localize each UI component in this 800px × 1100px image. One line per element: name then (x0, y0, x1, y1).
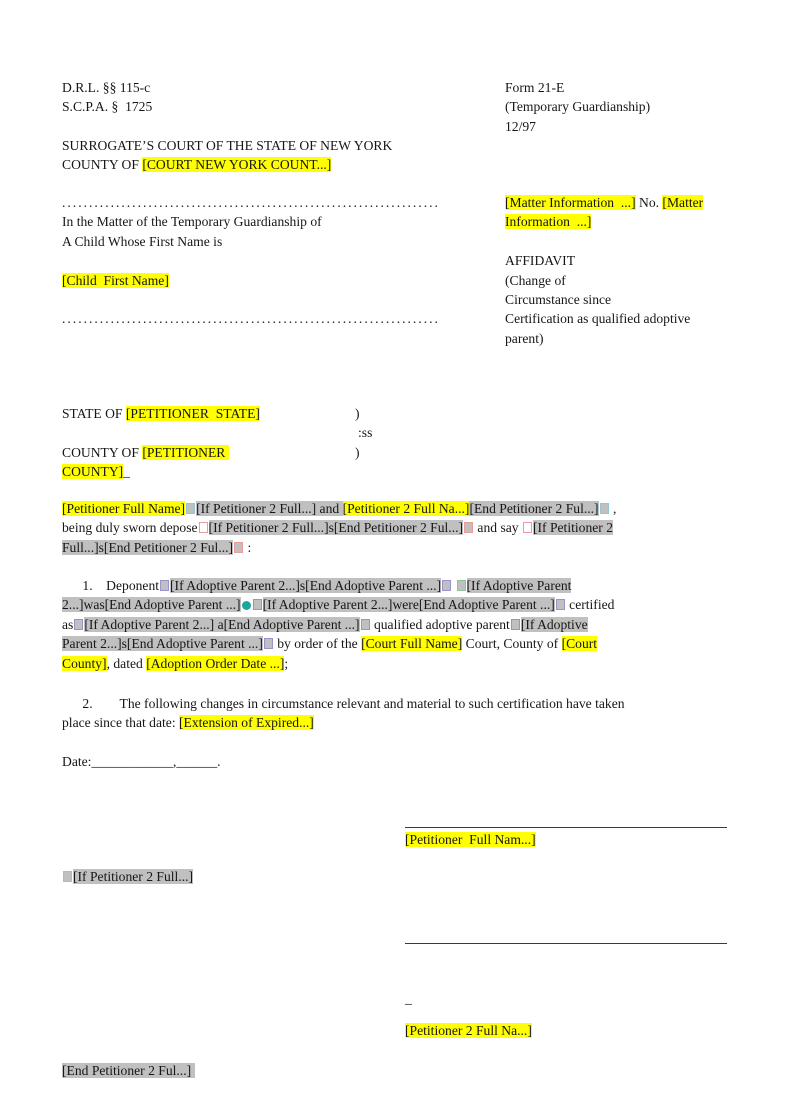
text-run: (Change of (505, 272, 566, 288)
cond-adoptive-parent2[interactable]: [If Adoptive Parent 2...]s[End Adoptive Parent ...] (170, 578, 442, 593)
text-line (505, 78, 750, 97)
text-run: 1. Deponent (62, 578, 160, 593)
text-run: Circumstance since (505, 292, 612, 308)
text-run: SURROGATE’S COURT OF THE STATE OF NEW YORK (62, 138, 393, 153)
text-run: In the Matter of the Temporary Guardianship of (62, 214, 322, 230)
cond-end-petitioner2[interactable]: Full...]s[End Petitioner 2 Ful...] (62, 539, 234, 555)
page-header (62, 78, 750, 136)
text-line (62, 78, 505, 97)
text-line (62, 713, 625, 732)
text-line (62, 193, 505, 212)
text-run: being duly sworn depose (62, 520, 198, 536)
field-court-full-name[interactable]: [Court Full Name] (361, 636, 463, 652)
text-line (62, 576, 614, 595)
text-run: place since that date: (62, 715, 180, 731)
text-run: , dated (106, 655, 147, 671)
record-dot-icon[interactable] (242, 601, 251, 610)
form-identifier (505, 78, 750, 136)
text-run: _ (123, 464, 130, 480)
conditional-square-icon[interactable] (253, 599, 262, 610)
text-line (505, 193, 750, 212)
signature-label-2 (405, 1021, 800, 1040)
text-run: _ (405, 990, 412, 1006)
text-run: STATE OF (62, 406, 126, 421)
conditional-square-icon[interactable] (186, 503, 195, 514)
text-line (62, 462, 562, 481)
text-line (62, 538, 616, 557)
sworn-clause (62, 499, 616, 557)
text-line (62, 443, 562, 462)
field-matter-information-2[interactable]: [Matter (662, 195, 704, 210)
signature-rule-1 (405, 827, 727, 828)
cond-adoptive-parent2[interactable]: [If Adoptive Parent 2...] a[End Adoptive Parent ...] (84, 616, 360, 632)
cond-if-petitioner2[interactable]: [If Petitioner 2 Full...] (73, 869, 194, 885)
cond-adoptive-parent2[interactable]: [If Adoptive Parent 2...]were[End Adoptive Parent ...] (262, 597, 555, 613)
conditional-square-icon[interactable] (523, 522, 532, 533)
text-line (62, 752, 221, 771)
text-run: 2. The following changes in circumstance relevant and material to such certification have taken (62, 696, 625, 711)
text-run: COUNTY OF (62, 157, 143, 173)
cond-if-petitioner2[interactable]: [If Petitioner 2 (532, 520, 614, 536)
signature-2-condition (62, 1061, 800, 1080)
cond-end-petitioner2[interactable]: [End Petitioner 2 Ful...] (469, 501, 599, 516)
text-run: ) (355, 444, 360, 460)
cond-petitioner2[interactable]: [If Petitioner 2 Full...]s[End Petitioner 2 Ful...] (208, 520, 464, 536)
text-line (62, 329, 505, 348)
text-run: COUNTY OF (62, 444, 143, 460)
field-matter-information-2[interactable]: Information ...] (505, 214, 592, 230)
signature-1-condition (62, 867, 800, 886)
caption-matter (62, 193, 505, 348)
field-court-county[interactable]: County] (62, 655, 107, 671)
text-line (505, 309, 750, 328)
text-run (452, 578, 455, 593)
text-line (62, 232, 505, 251)
text-line (505, 271, 750, 290)
field-court-county[interactable]: [Court (561, 636, 598, 652)
cond-end-adoptive-parent[interactable]: Parent 2...]s[End Adoptive Parent ...] (62, 636, 263, 652)
date-line[interactable] (62, 752, 221, 771)
text-line (505, 97, 750, 116)
text-line (62, 212, 505, 231)
conditional-square-icon[interactable] (361, 619, 370, 630)
venue-block (62, 404, 562, 482)
text-run: Certification as qualified adoptive (505, 311, 691, 327)
caption-dotted-rule: ...................................................................... (62, 311, 440, 327)
caption-affidavit-title (505, 193, 750, 348)
paragraph-1 (62, 576, 614, 673)
text-line (62, 97, 505, 116)
cond-if-adoptive-parent2[interactable]: [If Adoptive (520, 616, 588, 632)
text-run: as (62, 616, 74, 632)
text-run: Date:____________,______. (62, 754, 221, 769)
field-petitioner2-full-name-signature[interactable]: [Petitioner 2 Full Na...] (405, 1023, 532, 1039)
text-run: No. (635, 195, 663, 210)
statute-references (62, 78, 505, 136)
text-line (505, 232, 750, 251)
text-line (62, 694, 625, 713)
field-petitioner-full-name[interactable]: [Petitioner Full Name] (62, 501, 186, 516)
conditional-square-icon[interactable] (199, 522, 208, 533)
cond-if-adoptive-parent2[interactable]: [If Adoptive Parent (466, 578, 572, 593)
text-run: , (609, 501, 617, 516)
text-run: 12/97 (505, 118, 536, 134)
court-title (62, 136, 392, 175)
text-run: Form 21-E (505, 80, 565, 95)
paragraph-2 (62, 694, 625, 733)
text-run: ) (355, 406, 360, 421)
text-line (62, 155, 392, 174)
text-line (62, 404, 562, 423)
text-run: Court, County of (462, 636, 562, 652)
cond-if-petitioner2[interactable]: [If Petitioner 2 Full...] and (196, 501, 343, 516)
text-line (62, 251, 505, 270)
text-line (62, 290, 505, 309)
text-line (505, 251, 750, 270)
text-line (62, 654, 614, 673)
text-line (62, 423, 562, 442)
field-petitioner2-full-name[interactable]: [Petitioner 2 Full Na...] (342, 501, 470, 516)
field-court-new-york-county[interactable]: [COURT NEW YORK COUNT...] (142, 157, 332, 173)
conditional-square-icon[interactable] (457, 580, 466, 591)
text-line (505, 117, 750, 136)
field-matter-information[interactable]: [Matter Information ...] (505, 195, 636, 210)
conditional-square-icon[interactable] (160, 580, 169, 591)
text-line (62, 136, 392, 155)
conditional-square-icon[interactable] (600, 503, 609, 514)
text-line (62, 634, 614, 653)
text-run: qualified adoptive parent (370, 616, 510, 632)
text-run: :ss (358, 425, 373, 441)
field-petitioner-state[interactable]: [PETITIONER STATE] (125, 406, 260, 421)
caption (62, 193, 750, 348)
conditional-square-icon[interactable] (63, 871, 72, 882)
text-run: AFFIDAVIT (505, 253, 575, 269)
text-line (505, 212, 750, 231)
text-run: certified (565, 597, 615, 613)
signature-rule-2 (405, 943, 727, 944)
text-line (62, 518, 616, 537)
field-petitioner-county[interactable]: [PETITIONER (142, 444, 229, 460)
text-run: ; (284, 655, 289, 671)
text-line (62, 499, 616, 518)
text-run: by order of the (273, 636, 362, 652)
text-line (62, 271, 505, 290)
text-run: and say (474, 520, 522, 536)
conditional-square-icon[interactable] (556, 599, 565, 610)
conditional-square-icon[interactable] (234, 542, 243, 553)
text-line (62, 595, 614, 614)
caption-dotted-rule: ...................................................................... (62, 195, 440, 210)
signature-2-stray-mark (405, 989, 800, 1008)
conditional-square-icon[interactable] (264, 638, 273, 649)
text-line (62, 615, 614, 634)
conditional-square-icon[interactable] (442, 580, 451, 591)
field-adoption-order-date[interactable]: [Adoption Order Date ...] (146, 655, 285, 671)
field-petitioner-county[interactable]: COUNTY] (62, 464, 124, 480)
text-run: D.R.L. §§ 115-c (62, 80, 151, 95)
field-child-first-name[interactable]: [Child First Name] (62, 272, 169, 288)
text-line (505, 290, 750, 309)
text-line (62, 309, 505, 328)
field-petitioner-full-name-signature[interactable]: [Petitioner Full Nam...] (405, 832, 536, 847)
cond-end-adoptive-parent[interactable]: 2...]was[End Adoptive Parent ...] (62, 597, 241, 613)
text-line (505, 329, 750, 348)
field-extension-of-expired[interactable]: [Extension of Expired...] (179, 715, 314, 731)
text-run: : (244, 539, 252, 555)
text-run: A Child Whose First Name is (62, 233, 223, 249)
text-run: parent) (505, 330, 544, 346)
signature-label-1 (405, 830, 800, 849)
text-run: S.C.P.A. § 1725 (62, 99, 153, 115)
conditional-square-icon[interactable] (74, 619, 83, 630)
text-run: (Temporary Guardianship) (505, 99, 651, 115)
conditional-square-icon[interactable] (511, 619, 520, 630)
conditional-square-icon[interactable] (464, 522, 473, 533)
cond-end-petitioner2[interactable]: [End Petitioner 2 Ful...] (62, 1062, 195, 1078)
